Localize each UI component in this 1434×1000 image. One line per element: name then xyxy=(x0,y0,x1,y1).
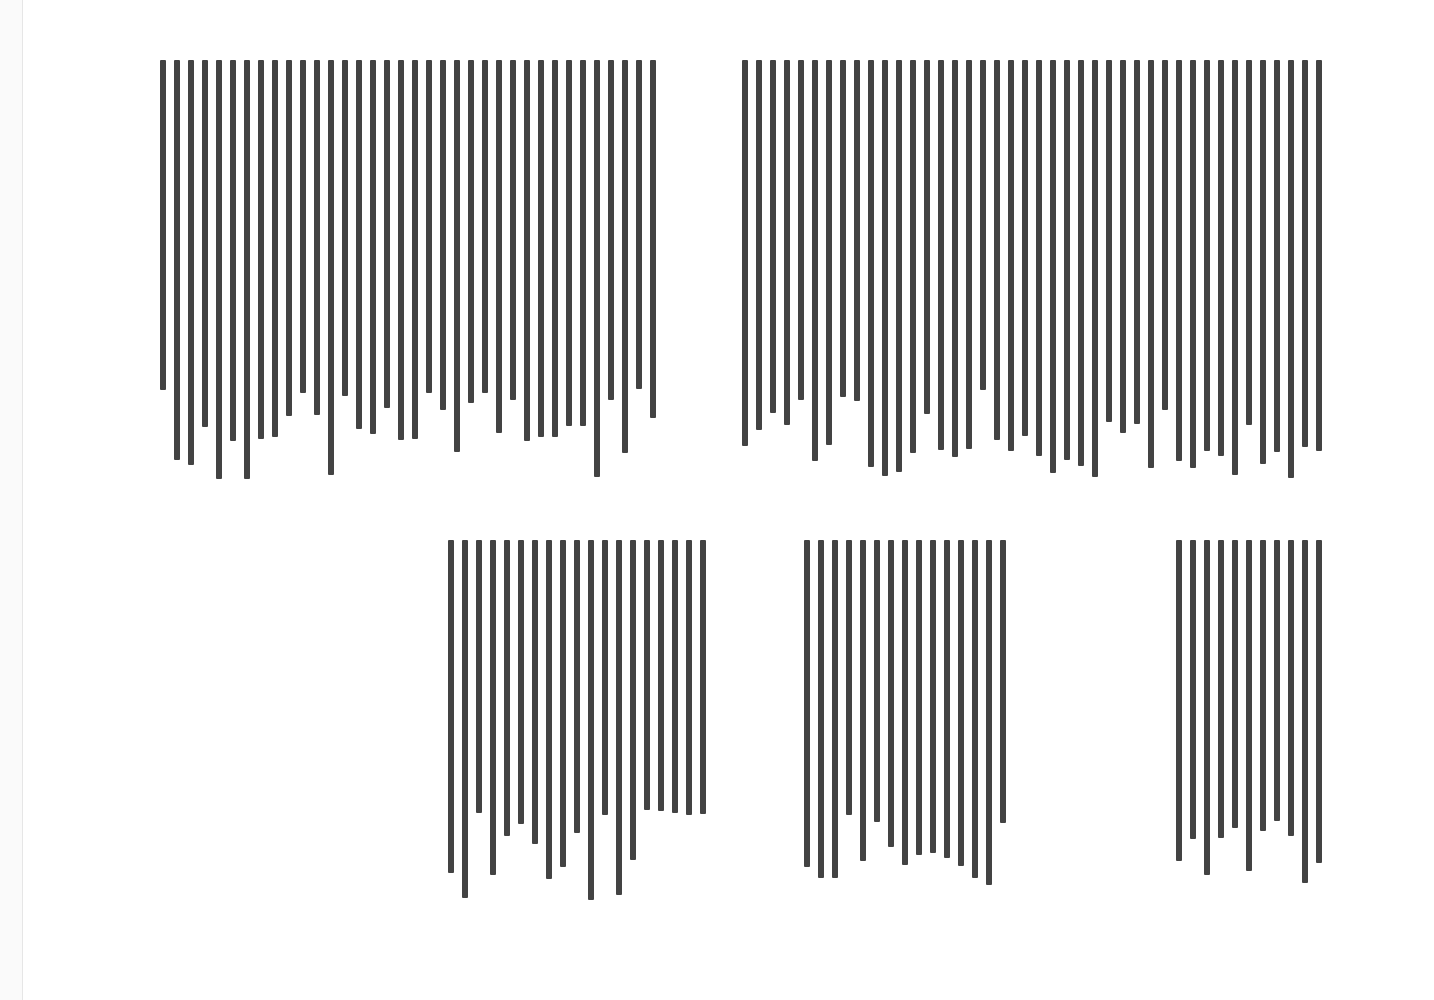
text-line xyxy=(1260,60,1266,464)
text-line xyxy=(868,60,874,467)
text-line xyxy=(658,540,664,811)
text-line xyxy=(686,540,692,815)
text-line xyxy=(930,540,936,853)
text-line xyxy=(1232,540,1238,828)
text-line xyxy=(854,60,860,401)
text-line xyxy=(1232,60,1238,475)
text-line xyxy=(1120,60,1126,433)
text-line xyxy=(1064,60,1070,460)
text-line xyxy=(1176,60,1182,461)
text-line xyxy=(504,540,510,836)
text-line xyxy=(524,60,530,441)
text-line xyxy=(566,60,572,426)
text-line xyxy=(938,60,944,450)
text-line xyxy=(510,60,516,400)
text-line xyxy=(328,60,334,475)
text-line xyxy=(546,540,552,879)
text-line xyxy=(188,60,194,465)
text-line xyxy=(608,60,614,400)
text-line xyxy=(1288,60,1294,478)
text-line xyxy=(784,60,790,425)
text-line xyxy=(1106,60,1112,422)
text-line xyxy=(1176,540,1182,861)
text-line xyxy=(174,60,180,460)
text-line xyxy=(580,60,586,426)
text-line xyxy=(370,60,376,434)
text-line xyxy=(1316,540,1322,863)
text-line xyxy=(482,60,488,393)
text-line xyxy=(1148,60,1154,468)
text-line xyxy=(448,540,454,873)
text-line xyxy=(924,60,930,414)
text-line xyxy=(798,60,804,400)
text-line xyxy=(1134,60,1140,424)
text-line xyxy=(532,540,538,844)
text-line xyxy=(286,60,292,416)
text-line xyxy=(1036,60,1042,456)
text-line xyxy=(258,60,264,439)
text-line xyxy=(916,540,922,855)
text-line xyxy=(468,60,474,403)
text-line xyxy=(804,540,810,867)
text-line xyxy=(972,540,978,878)
text-line xyxy=(672,540,678,813)
text-line xyxy=(300,60,306,393)
text-line xyxy=(574,540,580,833)
text-line xyxy=(1274,60,1280,452)
text-line xyxy=(462,540,468,898)
text-line xyxy=(342,60,348,396)
text-line xyxy=(1204,540,1210,875)
text-line xyxy=(1190,60,1196,468)
text-line xyxy=(1092,60,1098,477)
text-line xyxy=(1288,540,1294,836)
text-line xyxy=(490,540,496,875)
text-line xyxy=(700,540,706,814)
text-line xyxy=(952,60,958,457)
text-line xyxy=(1316,60,1322,451)
text-line xyxy=(636,60,642,389)
text-line xyxy=(1302,540,1308,883)
text-line xyxy=(1302,60,1308,447)
digitization-credit xyxy=(4,10,17,990)
text-line xyxy=(860,540,866,861)
text-line xyxy=(1218,60,1224,456)
text-line xyxy=(902,540,908,865)
text-line xyxy=(454,60,460,452)
text-line xyxy=(846,540,852,815)
side-credit-strip xyxy=(0,0,23,1000)
text-line xyxy=(560,540,566,867)
text-line xyxy=(770,60,776,413)
text-line xyxy=(616,540,622,895)
text-line xyxy=(882,60,888,476)
text-line xyxy=(1218,540,1224,838)
text-line xyxy=(994,60,1000,440)
text-line xyxy=(1050,60,1056,473)
text-line xyxy=(202,60,208,427)
text-line xyxy=(944,540,950,858)
text-line xyxy=(1204,60,1210,451)
text-line xyxy=(426,60,432,393)
text-line xyxy=(160,60,166,390)
text-line xyxy=(888,540,894,847)
text-line xyxy=(412,60,418,439)
text-line xyxy=(980,60,986,390)
text-line xyxy=(230,60,236,441)
text-line xyxy=(1008,60,1014,451)
text-line xyxy=(538,60,544,437)
text-line xyxy=(1260,540,1266,831)
text-line xyxy=(272,60,278,437)
text-line xyxy=(1190,540,1196,839)
text-line xyxy=(1000,540,1006,823)
text-line xyxy=(244,60,250,479)
text-line xyxy=(588,540,594,900)
text-line xyxy=(742,60,748,446)
text-line xyxy=(356,60,362,429)
text-line xyxy=(398,60,404,440)
text-line xyxy=(216,60,222,479)
text-line xyxy=(958,540,964,866)
text-line xyxy=(384,60,390,408)
text-line xyxy=(832,540,838,878)
text-line xyxy=(812,60,818,461)
text-line xyxy=(826,60,832,445)
text-line xyxy=(1022,60,1028,436)
text-line xyxy=(1162,60,1168,410)
text-line xyxy=(602,540,608,815)
text-line xyxy=(314,60,320,415)
text-line xyxy=(874,540,880,822)
text-line xyxy=(594,60,600,477)
text-line xyxy=(650,60,656,418)
text-line xyxy=(756,60,762,430)
text-line xyxy=(966,60,972,449)
text-line xyxy=(818,540,824,878)
text-line xyxy=(1078,60,1084,466)
text-line xyxy=(622,60,628,453)
text-line xyxy=(1246,60,1252,425)
text-line xyxy=(476,540,482,813)
text-line xyxy=(630,540,636,860)
text-line xyxy=(1274,540,1280,821)
text-line xyxy=(644,540,650,810)
text-line xyxy=(552,60,558,437)
text-line xyxy=(496,60,502,433)
text-line xyxy=(986,540,992,885)
text-line xyxy=(518,540,524,824)
text-line xyxy=(840,60,846,397)
text-line xyxy=(910,60,916,453)
text-line xyxy=(440,60,446,410)
text-line xyxy=(896,60,902,472)
text-line xyxy=(1246,540,1252,871)
